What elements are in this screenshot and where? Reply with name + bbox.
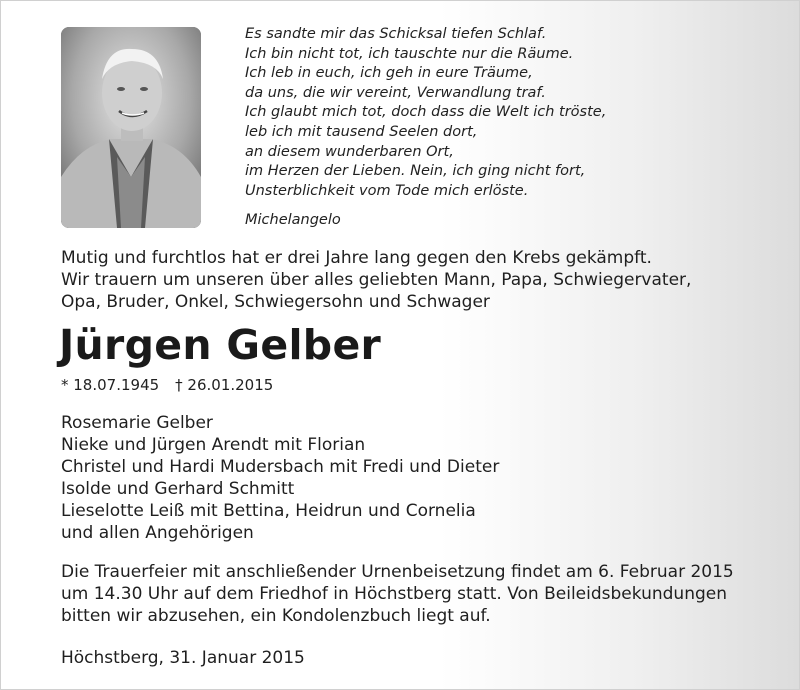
poem-line: leb ich mit tausend Seelen dort, (245, 123, 478, 140)
intro-line: Wir trauern um unseren über alles geliebten Mann, Papa, Schwiegervater, (61, 270, 692, 290)
portrait-photo (61, 27, 201, 228)
poem-line: an diesem wunderbaren Ort, (245, 143, 454, 160)
poem (245, 25, 665, 231)
birth-date: * 18.07.1945 (61, 376, 160, 394)
poem-line: Ich leb in euch, ich geh in eure Träume, (245, 65, 533, 82)
mourner-line: und allen Angehörigen (61, 523, 254, 543)
funeral-notice (61, 561, 734, 627)
death-date: † 26.01.2015 (175, 376, 274, 394)
notice-line: um 14.30 Uhr auf dem Friedhof in Höchstberg statt. Von Beileidsbekundungen (61, 584, 727, 604)
poem-line: Ich bin nicht tot, ich tauschte nur die Räume. (245, 45, 574, 62)
place-and-date: Höchstberg, 31. Januar 2015 (61, 648, 305, 668)
mourner-line: Nieke und Jürgen Arendt mit Florian (61, 435, 366, 455)
notice-line: bitten wir abzusehen, ein Kondolenzbuch liegt auf. (61, 606, 491, 626)
poem-line: Unsterblichkeit vom Tode mich erlöste. (245, 182, 529, 199)
mourners-list (61, 412, 499, 544)
intro-line: Mutig und furchtlos hat er drei Jahre lang gegen den Krebs gekämpft. (61, 248, 652, 268)
intro-line: Opa, Bruder, Onkel, Schwiegersohn und Schwager (61, 292, 490, 312)
poem-author: Michelangelo (245, 212, 341, 229)
poem-line: Es sandte mir das Schicksal tiefen Schlaf. (245, 26, 547, 42)
mourner-line: Christel und Hardi Mudersbach mit Fredi und Dieter (61, 457, 500, 477)
mourner-line: Isolde und Gerhard Schmitt (61, 479, 295, 499)
mourner-line: Lieselotte Leiß mit Bettina, Heidrun und Cornelia (61, 501, 476, 521)
life-dates (61, 375, 273, 395)
poem-line: da uns, die wir vereint, Verwandlung traf. (245, 84, 546, 101)
deceased-name: Jürgen Gelber (59, 321, 382, 369)
intro-text (61, 247, 761, 313)
mourner-line: Rosemarie Gelber (61, 413, 213, 433)
poem-line: Ich glaubt mich tot, doch dass die Welt ich tröste, (245, 104, 607, 121)
poem-line: im Herzen der Lieben. Nein, ich ging nicht fort, (245, 163, 586, 180)
notice-line: Die Trauerfeier mit anschließender Urnenbeisetzung findet am 6. Februar 2015 (61, 562, 734, 582)
